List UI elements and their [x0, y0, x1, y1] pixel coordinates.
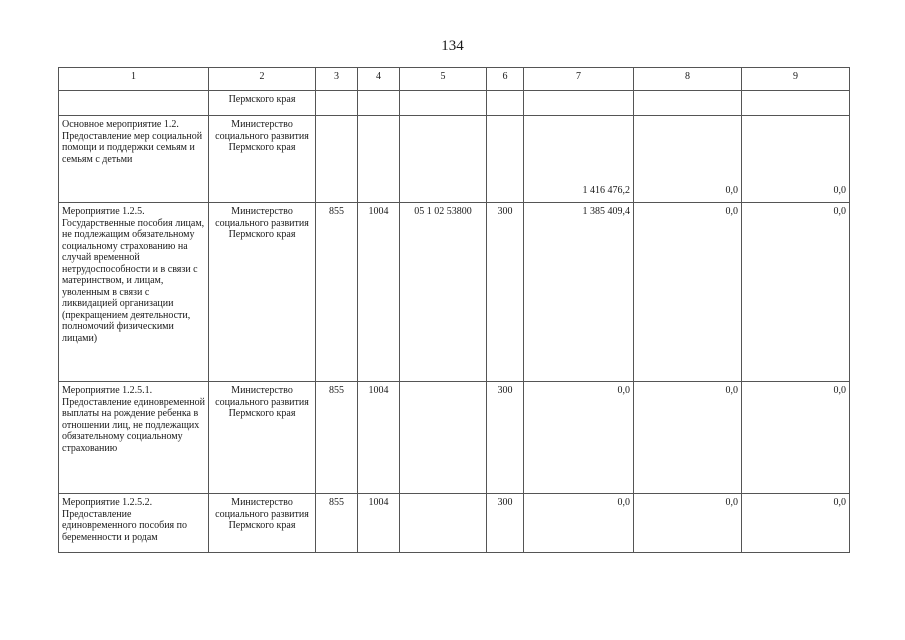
cell-rzpr	[358, 116, 400, 203]
cell-value-9: 0,0	[742, 116, 850, 203]
cell-org: Пермского края	[209, 91, 316, 116]
cell-rzpr: 1004	[358, 382, 400, 494]
cell-name: Мероприятие 1.2.5.2. Предоставление единовременного пособия по беременности и родам	[59, 494, 209, 553]
column-header: 4	[358, 68, 400, 91]
cell-name: Основное мероприятие 1.2. Предоставление мер социальной помощи и поддержки семьям и семьям с детьми	[59, 116, 209, 203]
cell-value-9: 0,0	[742, 494, 850, 553]
cell-org: Министерство социального развития Пермского края	[209, 116, 316, 203]
cell-value-7: 1 416 476,2	[524, 116, 634, 203]
cell-value-8: 0,0	[634, 494, 742, 553]
cell-csr	[400, 116, 487, 203]
cell-grbs: 855	[316, 382, 358, 494]
cell-name	[59, 91, 209, 116]
cell-value-7: 1 385 409,4	[524, 203, 634, 382]
cell-rzpr: 1004	[358, 494, 400, 553]
table-row	[59, 382, 850, 494]
cell-org: Министерство социального развития Пермского края	[209, 203, 316, 382]
cell-value-7: 0,0	[524, 494, 634, 553]
cell-rzpr: 1004	[358, 203, 400, 382]
cell-csr: 05 1 02 53800	[400, 203, 487, 382]
column-header: 8	[634, 68, 742, 91]
table-row	[59, 116, 850, 203]
column-header: 5	[400, 68, 487, 91]
cell-csr	[400, 91, 487, 116]
column-header: 3	[316, 68, 358, 91]
cell-org: Министерство социального развития Пермского края	[209, 494, 316, 553]
table-row	[59, 91, 850, 116]
column-header: 6	[487, 68, 524, 91]
cell-grbs	[316, 116, 358, 203]
cell-grbs: 855	[316, 203, 358, 382]
cell-vr	[487, 116, 524, 203]
cell-csr	[400, 382, 487, 494]
cell-vr: 300	[487, 494, 524, 553]
cell-value-9	[742, 91, 850, 116]
cell-grbs	[316, 91, 358, 116]
cell-value-8: 0,0	[634, 116, 742, 203]
cell-rzpr	[358, 91, 400, 116]
cell-value-8: 0,0	[634, 382, 742, 494]
cell-vr	[487, 91, 524, 116]
cell-vr: 300	[487, 203, 524, 382]
cell-org: Министерство социального развития Пермского края	[209, 382, 316, 494]
cell-vr: 300	[487, 382, 524, 494]
cell-grbs: 855	[316, 494, 358, 553]
cell-name: Мероприятие 1.2.5.1. Предоставление единовременной выплаты на рождение ребенка в отношении лиц, не подлежащих обязательному социальному страхованию	[59, 382, 209, 494]
cell-name: Мероприятие 1.2.5. Государственные пособия лицам, не подлежащим обязательному социальному страхованию на случай временной нетрудоспособности и в связи с материнством, и лицам, уволенным в связи с ликвидацией организации (прекращением деятельности, полномочий физическими лицами)	[59, 203, 209, 382]
cell-value-8	[634, 91, 742, 116]
cell-csr	[400, 494, 487, 553]
column-header: 2	[209, 68, 316, 91]
column-header: 1	[59, 68, 209, 91]
header-row	[59, 68, 850, 91]
cell-value-7	[524, 91, 634, 116]
cell-value-8: 0,0	[634, 203, 742, 382]
table-row	[59, 494, 850, 553]
budget-table	[58, 67, 850, 553]
column-header: 7	[524, 68, 634, 91]
cell-value-7: 0,0	[524, 382, 634, 494]
table-row	[59, 203, 850, 382]
cell-value-9: 0,0	[742, 203, 850, 382]
page-number: 134	[441, 38, 464, 54]
cell-value-9: 0,0	[742, 382, 850, 494]
column-header: 9	[742, 68, 850, 91]
